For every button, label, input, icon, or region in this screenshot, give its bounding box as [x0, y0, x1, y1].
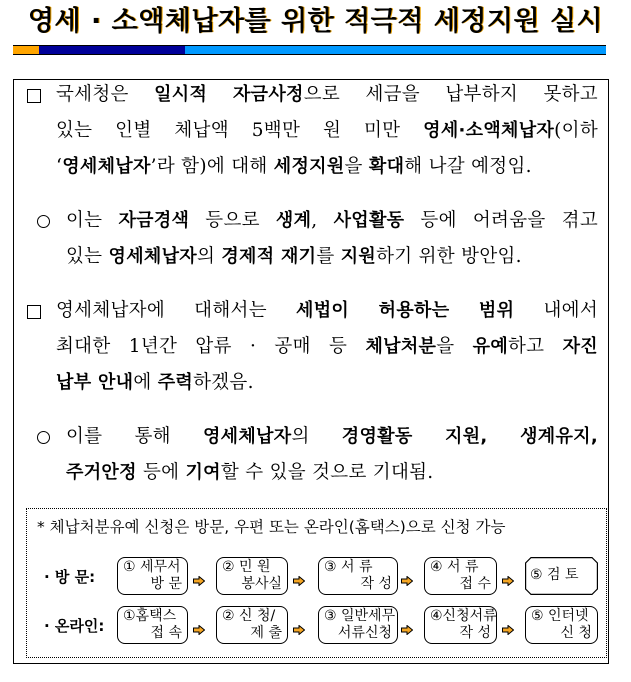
paragraph-line	[66, 455, 598, 491]
body-text: 이를 통해	[66, 426, 203, 447]
emphasis-text: 체납처분	[365, 336, 437, 357]
emphasis-text: 경제적 재기	[221, 246, 317, 267]
paragraph-line	[66, 239, 598, 275]
paragraph-line	[56, 293, 598, 329]
body-text: 영세체납자에 대해서는	[56, 300, 297, 321]
emphasis-text: 영세체납자	[108, 246, 197, 267]
body-text: ‘	[56, 156, 63, 177]
body-text: 에	[133, 372, 158, 393]
right-arrow-icon	[502, 620, 514, 630]
application-note: * 체납처분유예 신청은 방문, 우편 또는 온라인(홈택스)으로 신청 가능	[37, 518, 506, 536]
right-arrow-icon	[293, 571, 305, 581]
body-text: 하고	[508, 336, 563, 357]
emphasis-text: 경영활동 지원, 생계유지,	[341, 426, 598, 447]
page-title: 영세 · 소액체납자를 위한 적극적 세정지원 실시	[27, 6, 604, 37]
circle-bullet-icon	[37, 215, 50, 228]
body-text: ,	[311, 210, 334, 231]
emphasis-text: 자금경색	[118, 210, 190, 231]
paragraph-line	[56, 365, 598, 401]
title-bar-blue	[185, 46, 606, 54]
body-text: 등에	[136, 462, 186, 483]
emphasis-text: 세정지원	[273, 156, 345, 177]
process-step	[424, 557, 497, 595]
process-step	[424, 606, 497, 644]
right-arrow-icon	[401, 571, 413, 581]
square-bullet-icon	[27, 305, 41, 319]
step-label-line1: ⑤ 검 토	[530, 567, 579, 583]
title-bar-navy	[39, 46, 185, 54]
process-step	[318, 606, 398, 644]
emphasis-text: 기여	[185, 462, 221, 483]
process-step	[216, 557, 288, 595]
step-label-line2: 접 속	[150, 625, 182, 641]
process-step	[117, 557, 188, 595]
step-label-line1: ② 신 청/	[222, 608, 276, 624]
section-4	[66, 419, 598, 491]
emphasis-text: 영세체납자	[62, 156, 151, 177]
process-step	[117, 606, 188, 644]
paragraph-line	[56, 329, 598, 365]
step-label-line2: 작 성	[360, 576, 392, 592]
emphasis-text: 지원	[340, 246, 377, 267]
emphasis-text: 사업활동	[333, 210, 405, 231]
body-text: 국세청은	[56, 84, 155, 105]
body-text: 해 나갈 예정임.	[404, 156, 532, 177]
body-text: 으로 세금을 납부하지 못하고	[303, 84, 598, 105]
right-arrow-icon	[193, 571, 205, 581]
step-label-line2: 방 문	[150, 576, 182, 592]
emphasis-text: 세법이 허용하는 범위	[296, 300, 515, 321]
step-label-line1: ③ 서 류	[324, 559, 373, 575]
step-label-line1: ①홈택스	[123, 608, 177, 624]
emphasis-text: 자진	[562, 336, 598, 357]
body-text: 내에서	[514, 300, 598, 321]
step-label-line1: ⑤ 인터넷	[531, 608, 589, 624]
step-label-line2: 봉사실	[241, 576, 282, 592]
circle-bullet-icon	[37, 431, 50, 444]
paragraph-line	[56, 77, 598, 113]
emphasis-text: 주력	[157, 372, 194, 393]
right-arrow-icon	[502, 571, 514, 581]
right-arrow-icon	[193, 620, 205, 630]
emphasis-text: 확대	[368, 156, 405, 177]
emphasis-text: 생계	[275, 210, 312, 231]
step-label-line1: ④신청서류	[430, 608, 497, 624]
body-text: 을	[436, 336, 473, 357]
body-text: ’라 함)에 대해	[150, 156, 274, 177]
row-label-online: · 온라인:	[44, 617, 105, 635]
process-step	[525, 606, 598, 644]
body-text: 최대한 1년간 압류 · 공매 등	[56, 336, 366, 357]
square-bullet-icon	[27, 89, 41, 103]
step-label-line2: 신 청	[560, 625, 592, 641]
section-1	[56, 77, 598, 185]
body-text: 을	[344, 156, 369, 177]
step-label-line2: 작 성	[459, 625, 491, 641]
emphasis-text: 주거안정	[66, 462, 137, 483]
body-text: 의	[291, 426, 342, 447]
body-text: 등으로	[189, 210, 276, 231]
section-3	[56, 293, 598, 401]
body-text: 있는	[66, 246, 109, 267]
paragraph-line	[56, 113, 598, 149]
body-text: (이하	[554, 120, 598, 141]
emphasis-text: 유예	[472, 336, 509, 357]
paragraph-line	[66, 419, 598, 455]
body-text: 를	[316, 246, 341, 267]
process-step	[216, 606, 288, 644]
emphasis-text: 납부 안내	[56, 372, 134, 393]
step-label-line1: ① 세무서	[123, 559, 181, 575]
title-underline-bar	[13, 45, 606, 55]
emphasis-text: 영세체납자	[202, 426, 292, 447]
right-arrow-icon	[293, 620, 305, 630]
right-arrow-icon	[401, 620, 413, 630]
emphasis-text: 영세·소액체납자	[423, 120, 555, 141]
process-step	[318, 557, 398, 595]
body-text: 있는 인별 체납액 5백만 원 미만	[56, 120, 424, 141]
title-bar-orange	[13, 46, 39, 54]
step-label-line1: ③ 일반세무	[324, 608, 396, 624]
paragraph-line	[56, 149, 598, 185]
body-text: 이는	[66, 210, 119, 231]
step-label-line2: 서류신청	[337, 625, 392, 641]
section-2	[66, 203, 598, 275]
body-text: 하기 위한 방안임.	[376, 246, 522, 267]
step-label-line2: 제 출	[250, 625, 282, 641]
body-text: 등에 어려움을 겪고	[404, 210, 598, 231]
body-text: 하겠음.	[193, 372, 254, 393]
emphasis-text: 일시적 자금사정	[154, 84, 304, 105]
paragraph-line	[66, 203, 598, 239]
step-label-line1: ④ 서 류	[430, 559, 479, 575]
step-label-line2: 접 수	[459, 576, 491, 592]
process-step	[525, 557, 598, 595]
body-text: 할 수 있을 것으로 기대됨.	[220, 462, 434, 483]
body-text: 의	[196, 246, 222, 267]
step-label-line1: ② 민 원	[222, 559, 271, 575]
row-label-visit: · 방 문:	[44, 568, 96, 586]
